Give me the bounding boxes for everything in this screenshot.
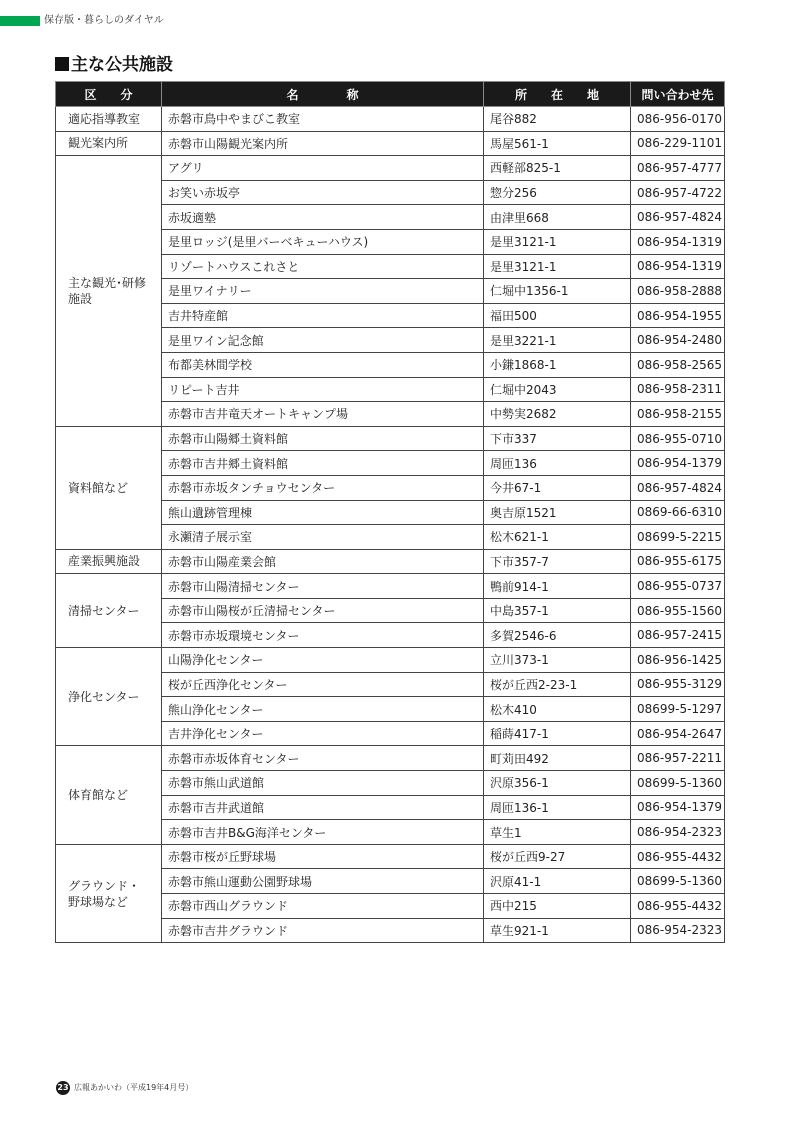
address-cell: 奥吉原1521 (484, 500, 631, 525)
phone-cell: 086-229-1101 (631, 131, 725, 156)
category-cell: 主な観光･研修 施設 (56, 156, 162, 427)
phone-cell: 08699-5-1297 (631, 697, 725, 722)
address-cell: 草生1 (484, 820, 631, 845)
phone-cell: 086-955-3129 (631, 672, 725, 697)
table-row (56, 131, 725, 156)
facility-name-cell: 赤磐市熊山武道館 (162, 771, 484, 796)
table-row (56, 549, 725, 574)
category-cell: 産業振興施設 (56, 549, 162, 574)
facility-name-cell: 赤磐市西山グラウンド (162, 894, 484, 919)
facility-name-cell: 赤磐市吉井B&G海洋センター (162, 820, 484, 845)
phone-cell: 08699-5-1360 (631, 771, 725, 796)
address-cell: 西軽部825-1 (484, 156, 631, 181)
address-cell: 沢原41-1 (484, 869, 631, 894)
table-row (56, 107, 725, 132)
facility-name-cell: リゾートハウスこれさと (162, 254, 484, 279)
category-cell: 適応指導教室 (56, 107, 162, 132)
address-cell: 西中215 (484, 894, 631, 919)
address-cell: 沢原356-1 (484, 771, 631, 796)
phone-cell: 086-956-1425 (631, 648, 725, 673)
address-cell: 下市337 (484, 426, 631, 451)
category-cell: 資料館など (56, 426, 162, 549)
phone-cell: 086-957-4722 (631, 180, 725, 205)
phone-cell: 086-955-0737 (631, 574, 725, 599)
address-cell: 是里3121-1 (484, 254, 631, 279)
table-row (56, 648, 725, 673)
address-cell: 尾谷882 (484, 107, 631, 132)
table-body (56, 107, 725, 943)
facility-name-cell: 吉井浄化センター (162, 721, 484, 746)
facility-name-cell: 赤磐市吉井竜天オートキャンプ場 (162, 402, 484, 427)
page-number-badge: 23 (56, 1081, 70, 1095)
address-cell: 福田500 (484, 303, 631, 328)
facility-name-cell: 布都美林間学校 (162, 352, 484, 377)
phone-cell: 086-957-4824 (631, 205, 725, 230)
address-cell: 立川373-1 (484, 648, 631, 673)
table-row (56, 156, 725, 181)
address-cell: 小鎌1868-1 (484, 352, 631, 377)
facility-name-cell: 赤磐市吉井郷土資料館 (162, 451, 484, 476)
facility-name-cell: 吉井特産館 (162, 303, 484, 328)
facility-name-cell: お笑い赤坂亭 (162, 180, 484, 205)
phone-cell: 086-955-0710 (631, 426, 725, 451)
facility-name-cell: 是里ワイナリー (162, 279, 484, 304)
address-cell: 下市357-7 (484, 549, 631, 574)
address-cell: 町苅田492 (484, 746, 631, 771)
phone-cell: 086-955-4432 (631, 894, 725, 919)
address-cell: 是里3121-1 (484, 229, 631, 254)
facility-name-cell: 赤磐市赤坂環境センター (162, 623, 484, 648)
facility-name-cell: 是里ロッジ(是里バーベキューハウス) (162, 229, 484, 254)
phone-cell: 0869-66-6310 (631, 500, 725, 525)
phone-cell: 086-958-2565 (631, 352, 725, 377)
phone-cell: 086-954-1379 (631, 451, 725, 476)
table-header-row (56, 82, 725, 107)
facility-name-cell: 赤磐市山陽桜が丘清掃センター (162, 598, 484, 623)
publication-label: 広報あかいわ（平成19年4月号） (74, 1083, 194, 1092)
table-row (56, 844, 725, 869)
section-label: 保存版・暮らしのダイヤル (44, 15, 164, 26)
facility-name-cell: 赤磐市鳥中やまびこ教室 (162, 107, 484, 132)
header-category: 区 分 (56, 82, 162, 107)
facility-name-cell: 是里ワイン記念館 (162, 328, 484, 353)
facility-name-cell: アグリ (162, 156, 484, 181)
phone-cell: 086-958-2155 (631, 402, 725, 427)
address-cell: 鴨前914-1 (484, 574, 631, 599)
facility-name-cell: 赤磐市熊山運動公園野球場 (162, 869, 484, 894)
address-cell: 多賀2546-6 (484, 623, 631, 648)
category-cell: 体育館など (56, 746, 162, 844)
address-cell: 松木621-1 (484, 525, 631, 550)
phone-cell: 086-954-2480 (631, 328, 725, 353)
facility-name-cell: リピート吉井 (162, 377, 484, 402)
facility-name-cell: 赤磐市吉井グラウンド (162, 918, 484, 943)
phone-cell: 086-957-4777 (631, 156, 725, 181)
table-row (56, 574, 725, 599)
phone-cell: 086-954-1379 (631, 795, 725, 820)
category-cell: 観光案内所 (56, 131, 162, 156)
table-row (56, 746, 725, 771)
address-cell: 惣分256 (484, 180, 631, 205)
address-cell: 仁堀中1356-1 (484, 279, 631, 304)
phone-cell: 086-954-1319 (631, 254, 725, 279)
facility-name-cell: 熊山浄化センター (162, 697, 484, 722)
facility-name-cell: 赤磐市赤坂体育センター (162, 746, 484, 771)
phone-cell: 086-955-4432 (631, 844, 725, 869)
phone-cell: 086-958-2311 (631, 377, 725, 402)
phone-cell: 086-954-2323 (631, 918, 725, 943)
phone-cell: 086-957-2415 (631, 623, 725, 648)
facility-name-cell: 永瀬清子展示室 (162, 525, 484, 550)
category-cell: 清掃センター (56, 574, 162, 648)
header-color-band (0, 16, 40, 26)
phone-cell: 086-955-6175 (631, 549, 725, 574)
phone-cell: 086-954-1319 (631, 229, 725, 254)
facility-name-cell: 赤磐市山陽清掃センター (162, 574, 484, 599)
address-cell: 中勢実2682 (484, 402, 631, 427)
address-cell: 由津里668 (484, 205, 631, 230)
phone-cell: 086-957-2211 (631, 746, 725, 771)
phone-cell: 086-954-2323 (631, 820, 725, 845)
address-cell: 周匝136 (484, 451, 631, 476)
address-cell: 松木410 (484, 697, 631, 722)
category-cell: グラウンド・ 野球場など (56, 844, 162, 942)
facility-name-cell: 赤坂適塾 (162, 205, 484, 230)
facility-name-cell: 赤磐市吉井武道館 (162, 795, 484, 820)
address-cell: 仁堀中2043 (484, 377, 631, 402)
address-cell: 草生921-1 (484, 918, 631, 943)
address-cell: 周匝136-1 (484, 795, 631, 820)
square-bullet-icon (55, 57, 69, 71)
facilities-table (55, 81, 725, 943)
address-cell: 今井67-1 (484, 475, 631, 500)
facility-name-cell: 山陽浄化センター (162, 648, 484, 673)
table-row (56, 426, 725, 451)
address-cell: 桜が丘西9-27 (484, 844, 631, 869)
phone-cell: 08699-5-1360 (631, 869, 725, 894)
address-cell: 是里3221-1 (484, 328, 631, 353)
header-address: 所 在 地 (484, 82, 631, 107)
page-title (55, 54, 173, 76)
facility-name-cell: 赤磐市山陽郷土資料館 (162, 426, 484, 451)
facility-name-cell: 赤磐市山陽観光案内所 (162, 131, 484, 156)
phone-cell: 086-958-2888 (631, 279, 725, 304)
header-name: 名 称 (162, 82, 484, 107)
phone-cell: 086-957-4824 (631, 475, 725, 500)
page-title-text: 主な公共施設 (71, 55, 173, 75)
facility-name-cell: 赤磐市桜が丘野球場 (162, 844, 484, 869)
facility-name-cell: 熊山遺跡管理棟 (162, 500, 484, 525)
phone-cell: 08699-5-2215 (631, 525, 725, 550)
phone-cell: 086-954-2647 (631, 721, 725, 746)
facility-name-cell: 桜が丘西浄化センター (162, 672, 484, 697)
header-phone: 問い合わせ先 (631, 82, 725, 107)
address-cell: 中島357-1 (484, 598, 631, 623)
phone-cell: 086-956-0170 (631, 107, 725, 132)
facility-name-cell: 赤磐市山陽産業会館 (162, 549, 484, 574)
address-cell: 桜が丘西2-23-1 (484, 672, 631, 697)
category-cell: 浄化センター (56, 648, 162, 746)
phone-cell: 086-954-1955 (631, 303, 725, 328)
phone-cell: 086-955-1560 (631, 598, 725, 623)
facility-name-cell: 赤磐市赤坂タンチョウセンター (162, 475, 484, 500)
address-cell: 馬屋561-1 (484, 131, 631, 156)
address-cell: 稲蒔417-1 (484, 721, 631, 746)
